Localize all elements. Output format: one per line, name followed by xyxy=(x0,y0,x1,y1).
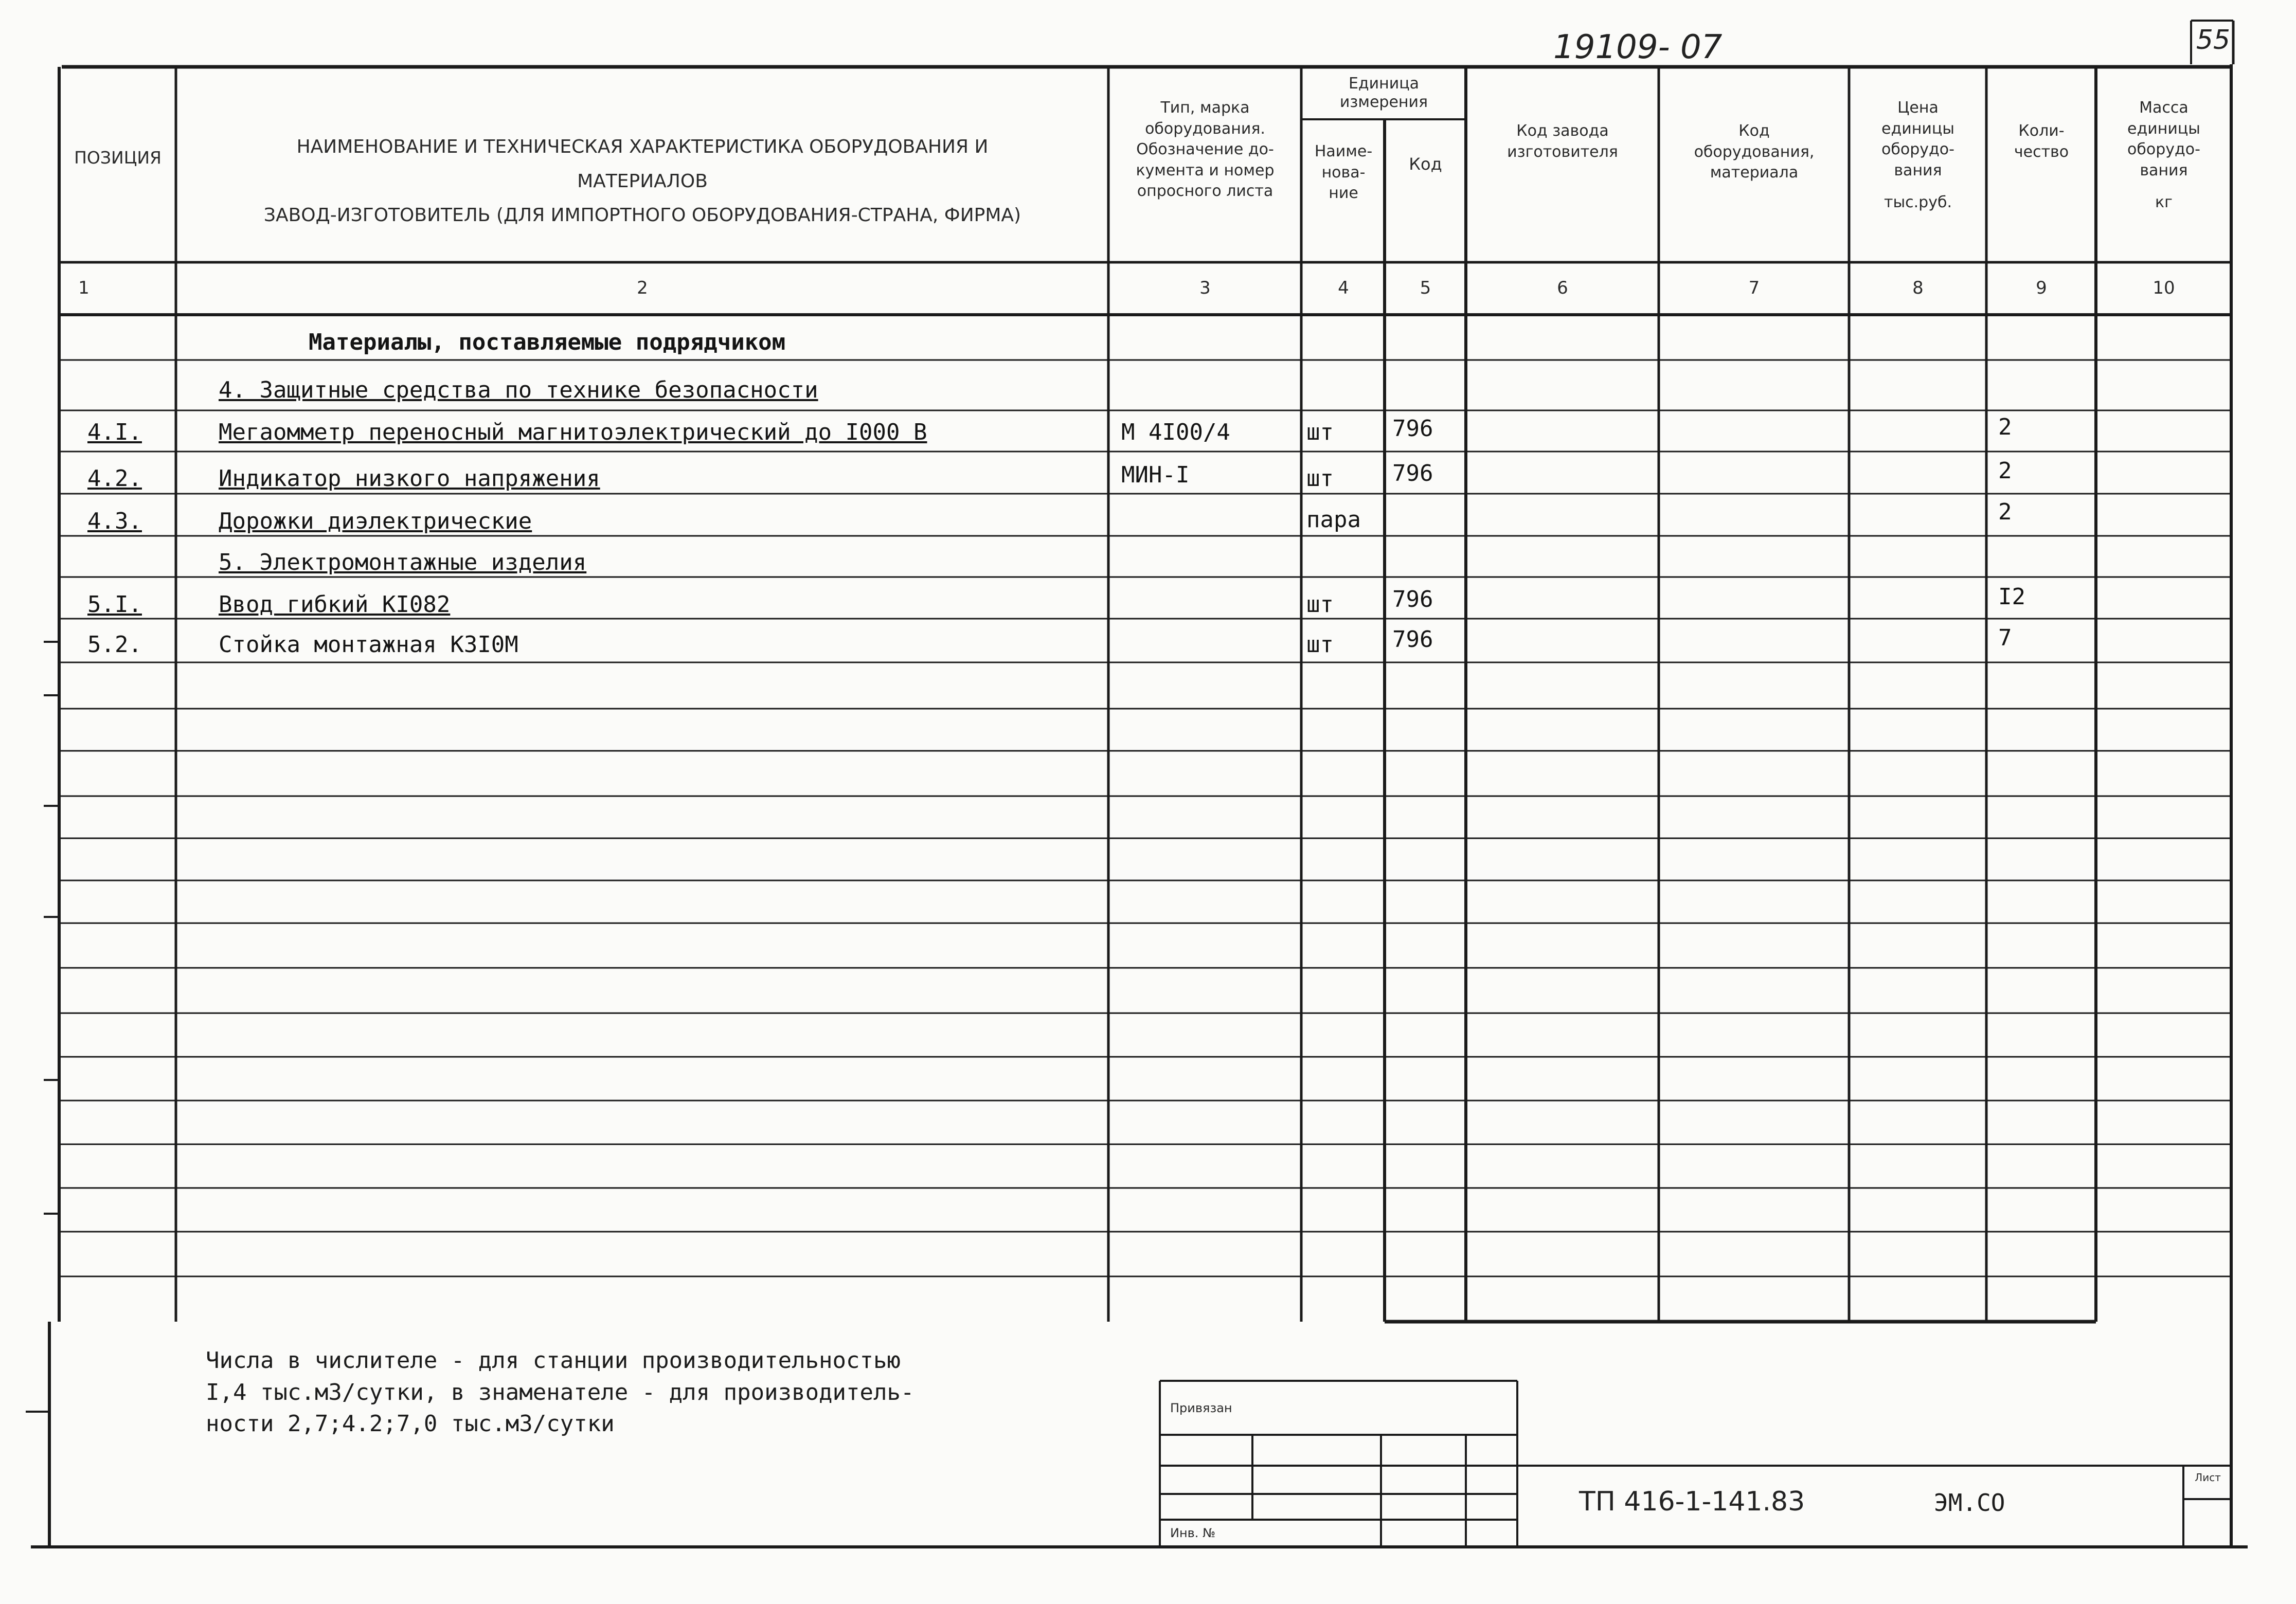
header-type-line: Обозначение до- xyxy=(1136,140,1274,158)
row-quantity: 7 xyxy=(1998,625,2012,651)
row-quantity: I2 xyxy=(1998,584,2025,610)
col-number-10: 10 xyxy=(2152,278,2175,298)
row-name: Дорожки диэлектрические xyxy=(219,508,532,534)
header-price xyxy=(1851,98,1985,213)
table-row-group-title: 4. Защитные средства по технике безопасности xyxy=(219,377,818,403)
footnote-line: ности 2,7;4.2;7,0 тыс.м3/сутки xyxy=(206,1411,615,1437)
col-number-4: 4 xyxy=(1338,278,1349,298)
col-number-8: 8 xyxy=(1912,278,1924,298)
row-name: Ввод гибкий КI082 xyxy=(219,591,451,618)
col-number-3: 3 xyxy=(1199,278,1211,298)
row-unit: шт xyxy=(1306,591,1334,618)
col-number-7: 7 xyxy=(1748,278,1760,298)
table-row-group-title: 5. Электромонтажные изделия xyxy=(219,549,587,575)
project-code: ТП 416-1-141.83 xyxy=(1579,1486,1805,1517)
header-mass-line: оборудо- xyxy=(2127,140,2200,158)
stamp-inventory-label: Инв. № xyxy=(1170,1526,1216,1540)
footnote xyxy=(206,1345,914,1440)
header-type-line: кумента и номер xyxy=(1136,161,1275,179)
page-number: 55 xyxy=(2196,25,2231,56)
row-name: Стойка монтажная К3I0М xyxy=(219,632,518,658)
document-number: 19109- 07 xyxy=(1553,28,1723,66)
header-mass-line: Масса xyxy=(2139,99,2189,117)
header-unit xyxy=(1303,75,1465,112)
row-quantity: 2 xyxy=(1998,414,2012,440)
col-number-9: 9 xyxy=(2036,278,2047,298)
row-name: Индикатор низкого напряжения xyxy=(219,465,600,492)
row-unit: шт xyxy=(1306,465,1334,492)
table-row-section-title: Материалы, поставляемые подрядчиком xyxy=(309,329,786,355)
row-position: 5.I. xyxy=(87,591,142,618)
header-price-line: оборудо- xyxy=(1881,140,1954,158)
header-factory-code-line: Код завода xyxy=(1516,122,1609,140)
row-unit-code: 796 xyxy=(1392,460,1433,486)
header-equipment-code-line: оборудования, xyxy=(1694,142,1815,161)
header-quantity-line: чество xyxy=(2014,142,2069,161)
header-type xyxy=(1110,98,1300,202)
col-number-5: 5 xyxy=(1420,278,1431,298)
row-quantity: 2 xyxy=(1998,458,2012,484)
header-name-line2: МАТЕРИАЛОВ xyxy=(577,170,708,192)
col-number-6: 6 xyxy=(1557,278,1568,298)
header-price-line: Цена xyxy=(1897,99,1939,117)
row-position: 5.2. xyxy=(87,632,142,658)
header-unit-code: Код xyxy=(1409,154,1442,174)
header-name-line1: НАИМЕНОВАНИЕ И ТЕХНИЧЕСКАЯ ХАРАКТЕРИСТИКА ОБОРУДОВАНИЯ И xyxy=(296,136,989,157)
row-unit: пара xyxy=(1306,507,1361,533)
header-quantity xyxy=(1988,121,2095,163)
stamp-applied-label: Привязан xyxy=(1170,1401,1232,1415)
row-unit: шт xyxy=(1306,632,1334,658)
header-price-line: единицы xyxy=(1881,119,1954,138)
header-mass xyxy=(2097,98,2230,213)
header-unit-line: измерения xyxy=(1339,93,1428,111)
sheet-code: ЭМ.СО xyxy=(1934,1489,2005,1517)
header-factory-code xyxy=(1467,121,1658,163)
row-unit-code: 796 xyxy=(1392,626,1433,653)
row-unit-code: 796 xyxy=(1392,586,1433,612)
row-type: МИН-I xyxy=(1121,462,1190,488)
header-type-line: Тип, марка xyxy=(1160,99,1250,117)
stamp-sheet-label: Лист xyxy=(2195,1471,2221,1484)
header-unit-name-line: ние xyxy=(1329,184,1358,202)
header-unit-name-line: Наиме- xyxy=(1314,142,1373,160)
header-unit-name xyxy=(1303,141,1384,204)
header-price-line: тыс.руб. xyxy=(1884,193,1952,211)
row-unit: шт xyxy=(1306,419,1334,445)
header-mass-line: вания xyxy=(2140,161,2188,179)
row-position: 4.2. xyxy=(87,465,142,492)
header-equipment-code-line: материала xyxy=(1710,164,1799,182)
header-mass-line: единицы xyxy=(2127,119,2200,138)
header-unit-line: Единица xyxy=(1348,75,1420,93)
col-number-2: 2 xyxy=(637,278,648,298)
row-quantity: 2 xyxy=(1998,499,2012,525)
header-equipment-code-line: Код xyxy=(1738,122,1770,140)
header-factory-code-line: изготовителя xyxy=(1507,142,1618,161)
row-position: 4.3. xyxy=(87,508,142,534)
row-name: Мегаомметр переносный магнитоэлектрический до I000 В xyxy=(219,419,927,445)
footnote-line: I,4 тыс.м3/сутки, в знаменателе - для производитель- xyxy=(206,1379,914,1405)
header-name xyxy=(177,135,1107,228)
header-mass-line: кг xyxy=(2155,193,2173,211)
row-unit-code: 796 xyxy=(1392,416,1433,442)
header-position: ПОЗИЦИЯ xyxy=(74,148,162,168)
header-type-line: опросного листа xyxy=(1137,182,1273,200)
header-quantity-line: Коли- xyxy=(2018,122,2065,140)
header-unit-name-line: нова- xyxy=(1321,163,1366,182)
footnote-line: Числа в числителе - для станции производительностью xyxy=(206,1347,901,1374)
row-type: М 4I00/4 xyxy=(1121,419,1230,445)
header-price-line: вания xyxy=(1894,161,1942,179)
row-position: 4.I. xyxy=(87,419,142,445)
header-type-line: оборудования. xyxy=(1145,119,1265,138)
col-number-1: 1 xyxy=(78,278,89,298)
header-equipment-code xyxy=(1660,121,1848,184)
header-name-line3: ЗАВОД-ИЗГОТОВИТЕЛЬ (ДЛЯ ИМПОРТНОГО ОБОРУДОВАНИЯ-СТРАНА, ФИРМА) xyxy=(263,205,1021,226)
